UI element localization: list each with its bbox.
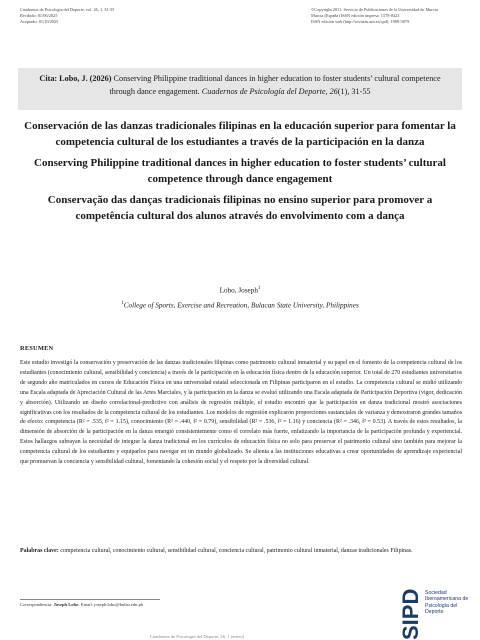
title-portuguese: Conservação das danças tradicionais filipinas no ensino superior para promover a competência cultural dos alunos através do envolvimento com a dança	[47, 194, 433, 222]
affiliation-marker: 1	[121, 301, 124, 306]
citation-issue: (1), 31-55	[337, 87, 371, 96]
page-footer: Cuadernos de Psicología del Deporte, 26, 1 (enero)	[150, 634, 245, 639]
author-affiliation-marker: 1	[257, 286, 261, 291]
keywords-text: competencia cultural, conocimiento cultural, sensibilidad cultural, conciencia cultural, patrimonio cultural inmaterial, danzas tradicionales Filipinas.	[58, 548, 413, 554]
header-journal-line: Cuadernos de Psicología del Deporte, vol. 26, 1, 31-55	[20, 7, 115, 12]
affiliation-text: College of Sports, Exercise and Recreation, Bulacan State University, Philippines	[123, 301, 359, 310]
society-logo-mark: SIPD	[398, 588, 423, 640]
correspondence-name: Joseph Lobo	[53, 602, 79, 607]
title-english: Conserving Philippine traditional dances in higher education to foster students’ cultural competence through dance engagement	[34, 157, 446, 185]
journal-header-right	[311, 7, 471, 26]
citation-lead: Cita: Lobo, J. (2026)	[39, 74, 112, 83]
article-titles	[20, 119, 460, 230]
title-spanish: Conservación de las danzas tradicionales filipinas en la educación superior para fomentar la competencia cultural de los estudiantes a través de la participación en la danza	[24, 120, 456, 148]
abstract-heading: RESUMEN	[20, 345, 54, 352]
correspondence-email[interactable]: joseph.lobo@bulsu.edu.ph	[94, 602, 144, 607]
society-logo-text	[425, 590, 475, 616]
society-name-line: Psicología del	[425, 602, 458, 609]
journal-header-left	[20, 7, 220, 26]
affiliation-line	[20, 298, 460, 311]
citation-journal: Cuadernos de Psicología del Deporte, 26	[201, 87, 338, 96]
society-name-line: Deporte	[425, 609, 444, 616]
keywords	[20, 547, 462, 557]
abstract-body: Este estudio investigó la conservación y preservación de las danzas tradicionales filipinas como patrimonio cultural inmaterial y su papel en el fomento de la competencia cultural de los estudiantes (conocimiento cultural, sensibilidad y conciencia) a través de la participación en la educación física dentro de la educación superior. Un total de 270 estudiantes universitarios de segundo año matriculados en cursos de Educación Física en una universidad estatal seleccionada en Filipinas participaron en el estudio. La competencia cultural se midió utilizando una Escala adaptada de Apreciación Cultural de las Artes Marciales, y la participación en la danza se evaluó utilizando una Escala adaptada de Participación Deportiva (vigor, dedicación y absorción). Utilizando un diseño correlacional-predictivo con análisis de regresión múltiple, el estudio encontró que la participación en danza tradicional mostró asociaciones significativas con los resultados de la competencia cultural de los estudiantes. Los modelos de regresión explicaron proporciones sustanciales de varianza y demostraron grandes tamaños de efecto: competencia (R² = .535, f² = 1.15), conocimiento (R² = .440, f² = 0.79), sensibilidad (R² = .536, f² = 1.16) y conciencia (R² = .346, f² = 0.53). A través de estos resultados, la dimensión de absorción de la participación en la danza emergió consistentemente como el correlato más fuerte, enfatizando la importancia de la participación profunda y experiencial. Estos hallazgos subrayan la necesidad de integrar la danza tradicional en los currículos de educación física no solo para preservar el patrimonio cultural sino también para mejorar la competencia cultural de los estudiantes y equiparlos para navegar en un mundo globalizado. Se alienta a las instituciones educativas a crear oportunidades de aprendizaje experiencial que promuevan la conciencia y sensibilidad cultural, fomentando la cohesión social y el respeto por la diversidad cultural.	[20, 360, 462, 466]
header-received-line: Recibido: 01/06/2025	[20, 13, 58, 19]
society-name-line: Sociedad	[425, 590, 447, 596]
correspondence-line	[20, 602, 143, 607]
header-issn-print-line: Murcia (España) ISSN edición impresa: 1578-8423	[311, 13, 400, 19]
citation-text: Conserving Philippine traditional dances in higher education to foster students’ cultural competence through dance engagement.	[109, 74, 441, 96]
header-issn-web-line: ISSN edición web (http://revistas.um.es/cpd): 1989-5879	[311, 19, 410, 25]
society-name-line: Iberoamericana de	[425, 596, 469, 603]
header-copyright-line: ©Copyright 2011: Servicio de Publicaciones de la Universidad de Murcia	[311, 7, 438, 12]
correspondence-email-label: . Email:	[78, 602, 95, 607]
citation-box	[18, 68, 462, 110]
keywords-label: Palabras clave:	[20, 548, 59, 554]
correspondence-label: Correspondencia:	[20, 602, 54, 607]
footnote-divider	[20, 599, 160, 600]
header-accepted-line: Aceptado: 01/10/2025	[20, 19, 59, 25]
author-line	[20, 283, 460, 296]
author-name: Lobo, Joseph	[219, 286, 258, 295]
